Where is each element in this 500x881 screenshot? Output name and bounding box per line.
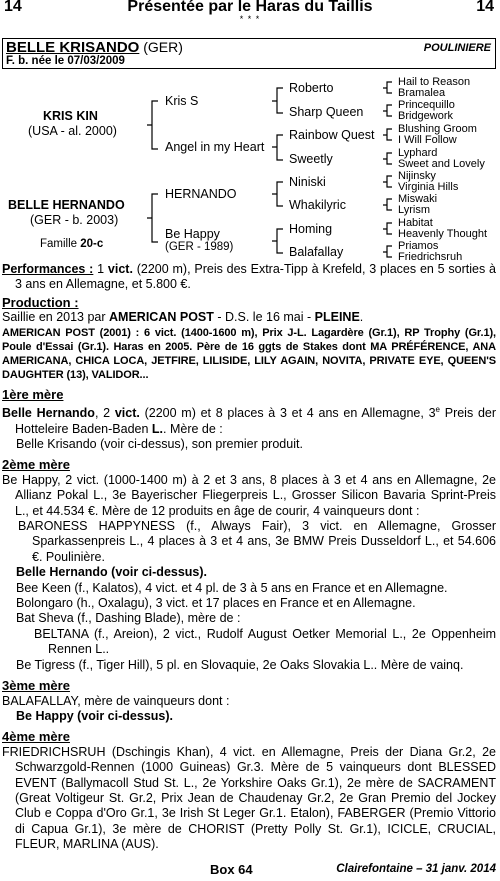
mere3-child: Be Happy (voir ci-dessus). xyxy=(16,708,173,723)
mere2-grandchild: BELTANA (f., Areion), 2 vict., Rudolf August Oetker Memorial L., 2e Oppenheim Rennen L.. xyxy=(34,626,496,657)
page-header xyxy=(0,0,500,24)
gen4-11: Miswaki xyxy=(398,193,438,205)
gen4-15: Priamos xyxy=(398,240,439,252)
catalogue-body xyxy=(2,262,496,853)
gen4-10: Virginia Hills xyxy=(398,181,459,193)
gen3-7: Homing xyxy=(289,222,333,236)
page-footer xyxy=(0,862,500,881)
page-title: Présentée par le Haras du Taillis xyxy=(127,0,373,15)
mere2-text: Be Happy, 2 vict. (1000-1400 m) à 2 et 3 ans, 8 places à 3 et 4 ans en Allemagne, 2e Allianz Pokal L., 3e Bayerischer Fliegerpreis L., Grosser Silicon Bavaria Sprint-Preis L., et 44.534 €. Mère de 12 produits en âge de courir, 4 vainqueurs dont : xyxy=(2,472,496,518)
mere2-child-4: Bolongaro (h., Oxalagu), 3 vict. et 17 places en France et en Allemagne. xyxy=(16,596,416,611)
horse-birth: F. b. née le 07/03/2009 xyxy=(6,55,125,67)
horse-id-box xyxy=(2,38,496,69)
mere2-child-7: Be Tigress (f., Tiger Hill), 5 pl. en Slovaquie, 2e Oaks Slovakia L.. Mère de vainq. xyxy=(16,657,464,672)
sire-info: (USA - al. 2000) xyxy=(28,124,117,138)
page-number-left: 14 xyxy=(4,0,22,15)
gen3-5: Niniski xyxy=(289,175,326,189)
box-number: Box 64 xyxy=(210,862,253,877)
gen3-6: Whakilyric xyxy=(289,198,346,212)
dam-info: (GER - b. 2003) xyxy=(30,213,119,227)
gen2-dam-sire: HERNANDO xyxy=(165,187,237,201)
gen4-2: Bramalea xyxy=(398,87,446,99)
gen4-3: Princequillo xyxy=(398,99,455,111)
dam-name: BELLE HERNANDO xyxy=(8,198,125,212)
mere1-child: Belle Krisando (voir ci-dessus), son premier produit. xyxy=(16,437,303,451)
mere4-text: FRIEDRICHSRUH (Dschingis Khan), 4 vict. en Allemagne, Preis der Diana Gr.2, 2e Schwarzgold-Rennen (1000 Guineas) Gr.3. Mère de 5 vainqueurs dont BLESSED EVENT (Ballymacoll Stud St. L., 2e Yorkshire Oaks Gr.1), 2e mère de SACRAMENT (Great Voltigeur St. Gr.2, Prix Jean de Chaudenay Gr.2, 2e Gran Premio del Jockey Club e Coppa d'Oro Gr.1, 3e Irish St Leger Gr.1. Etalon), FABERGER (Premio Vittorio di Capua Gr.1), 3e mère de CHORIST (Pretty Polly St. Gr.1), ICICLE, CRUCIAL, FLEUR, MARLINA (AUS). xyxy=(2,744,496,852)
gen2-sire-dam: Angel in my Heart xyxy=(165,140,265,154)
page-number-right: 14 xyxy=(476,0,494,15)
mere2-child-5: Bat Sheva (f., Dashing Blade), mère de : xyxy=(16,611,241,626)
gen4-16: Friedrichsruh xyxy=(398,251,463,263)
mere2-child-1: BARONESS HAPPYNESS (f., Always Fair), 3 vict. en Allemagne, Grosser Sparkassenpreis L., 4 places à 3 et 4 ans, 3e BMW Preis Dusseldorf L., et 54.606 €. Poulinière. xyxy=(18,519,496,564)
mere1-text: Belle Hernando, 2 vict. (2200 m) et 8 places à 3 et 4 ans en Allemagne, 3e Preis der Hotteleire Baden-Baden L.. Mère de : xyxy=(2,405,497,436)
gen4-8: Sweet and Lovely xyxy=(398,158,485,170)
event-line: Clairefontaine – 31 janv. 2014 xyxy=(336,863,496,875)
gen4-1: Hail to Reason xyxy=(398,76,471,88)
gen4-7: Lyphard xyxy=(398,147,438,159)
gen4-13: Habitat xyxy=(398,217,433,229)
gen3-8: Balafallay xyxy=(289,245,344,259)
production-heading: Production : xyxy=(2,294,79,310)
pedigree xyxy=(0,74,500,264)
mere2-heading: 2ème mère xyxy=(2,457,70,473)
mere2-child-3: Bee Keen (f., Kalatos), 4 vict. et 4 pl. de 3 à 5 ans en France et en Allemagne. xyxy=(16,580,448,595)
gen3-1: Roberto xyxy=(289,81,334,95)
gen2-sire-sire: Kris S xyxy=(165,94,199,108)
horse-name: BELLE KRISANDO xyxy=(6,39,140,56)
mere1-heading: 1ère mère xyxy=(2,386,64,402)
horse-country: (GER) xyxy=(143,39,183,55)
mere4-heading: 4ème mère xyxy=(2,729,70,745)
gen4-12: Lyrism xyxy=(398,204,430,216)
gen2-dam-dam-info: (GER - 1989) xyxy=(165,241,234,253)
horse-name-line xyxy=(6,39,183,56)
performances: Performances : 1 vict. (2200 m), Preis des Extra-Tipp à Krefeld, 3 places en 5 sorties à 3 ans en Allemagne, et 5.800 €. xyxy=(2,262,496,292)
gen3-3: Rainbow Quest xyxy=(289,128,375,142)
mere3-text: BALAFALLAY, mère de vainqueurs dont : xyxy=(2,693,230,708)
mere3-heading: 3ème mère xyxy=(2,678,70,694)
sire-name: KRIS KIN xyxy=(43,109,98,123)
horse-status: POULINIERE xyxy=(423,42,491,54)
gen4-14: Heavenly Thought xyxy=(398,228,488,240)
mere2-child-2: Belle Hernando (voir ci-dessus). xyxy=(16,565,208,580)
gen4-5: Blushing Groom xyxy=(398,123,477,135)
gen4-9: Nijinsky xyxy=(398,170,436,182)
dam-family: Famille 20-c xyxy=(40,238,104,250)
gen3-2: Sharp Queen xyxy=(289,105,364,119)
gen3-4: Sweetly xyxy=(289,152,333,166)
gen4-6: I Will Follow xyxy=(398,134,457,146)
production-line: Saillie en 2013 par AMERICAN POST - D.S. le 16 mai - PLEINE. xyxy=(2,310,364,325)
stallion-note: AMERICAN POST (2001) : 6 vict. (1400-1600 m), Prix J-L. Lagardère (Gr.1), RP Trophy (Gr.1), Poule d'Essai (Gr.1). Haras en 2005. Père de 16 ggts de Stakes dont MA PRÉFÉRENCE, ANA AMERICANA, CHICA LOCA, JETFIRE, LILISIDE, LILY AGAIN, NOVITA, PRIVATE EYE, QUEEN'S DAUGHTER (13), VALIDOR... xyxy=(2,326,496,381)
gen4-4: Bridgework xyxy=(398,110,454,122)
header-stars: * * * xyxy=(239,14,261,24)
gen2-dam-dam: Be Happy xyxy=(165,227,220,241)
